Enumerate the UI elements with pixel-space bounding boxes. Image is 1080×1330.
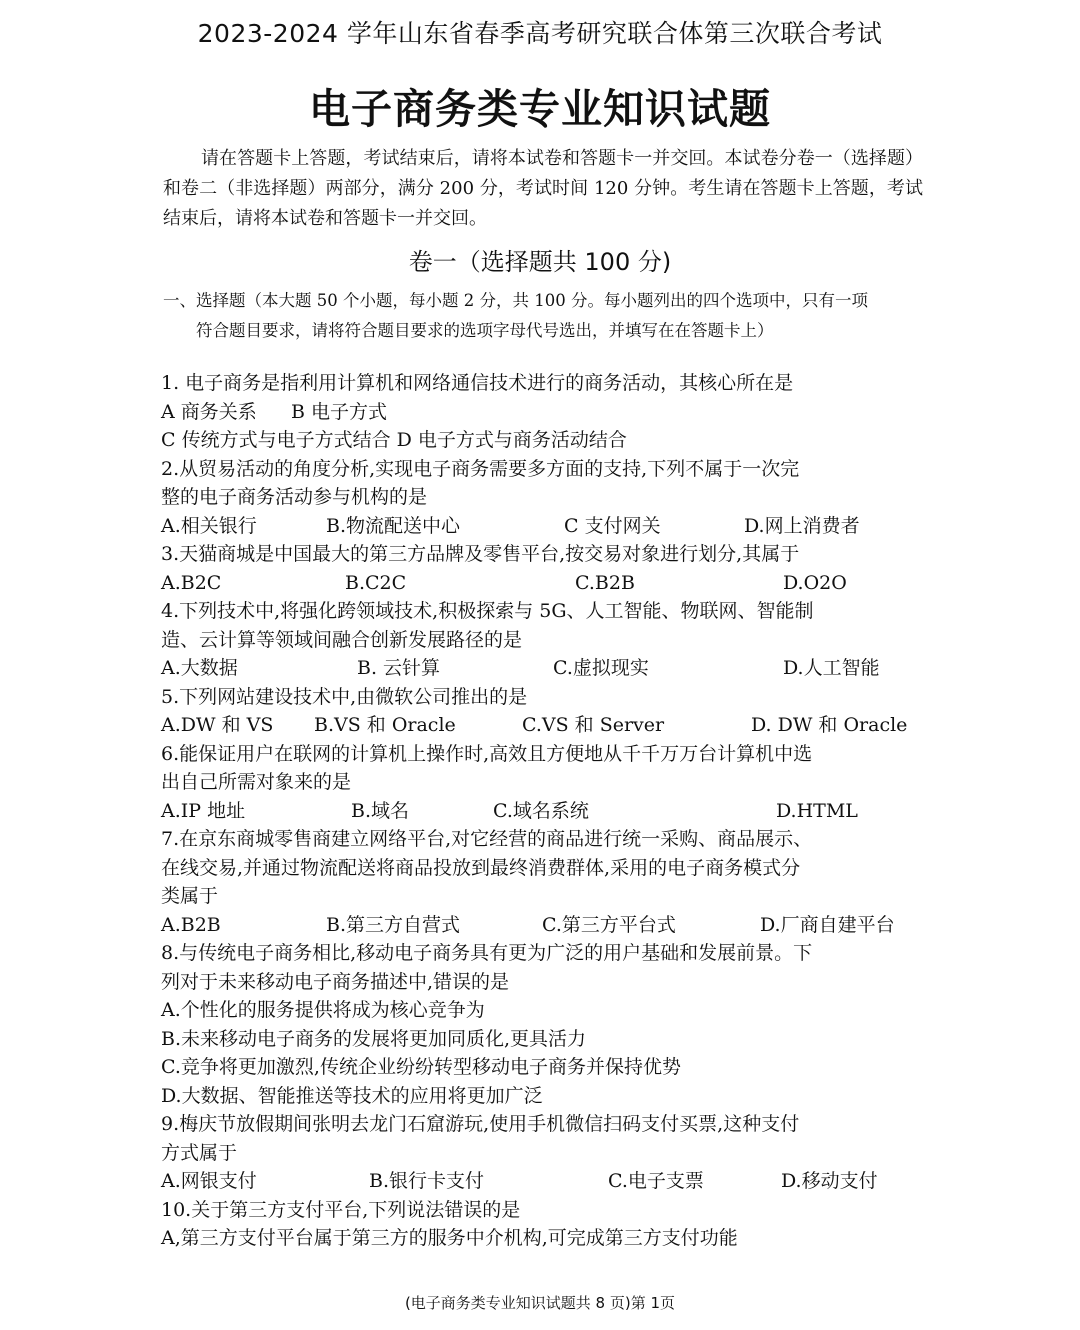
- question-stem-line: 出自己所需对象来的是: [161, 771, 352, 793]
- question-stem-line: 列对于未来移动电子商务描述中,错误的是: [161, 970, 510, 993]
- option: A 商务关系: [161, 400, 257, 423]
- question-8: [161, 939, 931, 1110]
- question-stem-line: 1. 电子商务是指利用计算机和网络通信技术进行的商务活动，其核心所在是: [161, 372, 794, 394]
- option: A.B2C: [161, 571, 222, 594]
- option: B. 云针算: [357, 657, 441, 679]
- option: A.大数据: [161, 657, 238, 679]
- question-stem-line: 8.与传统电子商务相比,移动电子商务具有更为广泛的用户基础和发展前景。下: [161, 942, 813, 964]
- instructions-line-2: 符合题目要求，请将符合题目要求的选项字母代号选出，并填写在在答题卡上）: [196, 321, 774, 340]
- question-9: [161, 1110, 931, 1196]
- option: C.虚拟现实: [553, 657, 649, 679]
- options-row: [161, 512, 931, 541]
- section-instructions: [163, 286, 923, 346]
- part-one-title: 卷一（选择题共 100 分): [408, 248, 672, 276]
- option: D.HTML: [776, 799, 858, 822]
- page-footer: (电子商务类专业知识试题共 8 页)第 1页: [404, 1294, 676, 1312]
- question-stem-line: 9.梅庆节放假期间张明去龙门石窟游玩,使用手机微信扫码支付买票,这种支付: [161, 1113, 800, 1135]
- question-stem-line: 7.在京东商城零售商建立网络平台,对它经营的商品进行统一采购、商品展示、: [161, 828, 813, 850]
- options-row: [161, 1025, 931, 1054]
- question-7: [161, 825, 931, 939]
- question-stem-line: 方式属于: [161, 1141, 238, 1164]
- option: B.物流配送中心: [326, 514, 461, 537]
- question-2: [161, 455, 931, 541]
- question-stem-line: 5.下列网站建设技术中,由微软公司推出的是: [161, 685, 528, 708]
- options-row: [161, 797, 931, 826]
- options-row: [161, 1053, 931, 1082]
- option: C 传统方式与电子方式结合 D 电子方式与商务活动结合: [161, 429, 627, 451]
- option: D.O2O: [783, 571, 847, 594]
- question-stem-line: 10.关于第三方支付平台,下列说法错误的是: [161, 1198, 521, 1221]
- instructions-line-1: 一、选择题（本大题 50 个小题，每小题 2 分，共 100 分。每小题列出的四个选项中，只有一项: [163, 291, 868, 310]
- question-stem-line: 3.天猫商城是中国最大的第三方品牌及零售平台,按交易对象进行划分,其属于: [161, 543, 800, 565]
- question-stem-line: 整的电子商务活动参与机构的是: [161, 486, 428, 508]
- question-6: [161, 740, 931, 826]
- option: C.域名系统: [493, 799, 589, 822]
- question-stem-line: 4.下列技术中,将强化跨领域技术,积极探索与 5G、人工智能、物联网、智能制: [161, 600, 814, 622]
- option: A.IP 地址: [161, 799, 246, 822]
- question-4: [161, 597, 931, 683]
- option: A.网银支付: [161, 1170, 257, 1192]
- option: C.第三方平台式: [542, 913, 676, 936]
- option: D.厂商自建平台: [760, 913, 895, 936]
- option: A.DW 和 VS: [161, 714, 274, 736]
- option: C.B2B: [575, 571, 635, 594]
- option: C.VS 和 Server: [522, 714, 665, 736]
- option: A.B2B: [161, 913, 221, 936]
- question-stem-line: 造、云计算等领域间融合创新发展路径的是: [161, 628, 523, 651]
- options-row: [161, 654, 931, 683]
- question-list: [161, 369, 931, 1253]
- options-row: [161, 711, 931, 740]
- question-5: [161, 683, 931, 740]
- option: B.VS 和 Oracle: [314, 714, 456, 736]
- option: D. DW 和 Oracle: [751, 714, 908, 736]
- exam-title: 电子商务类专业知识试题: [309, 85, 771, 133]
- exam-header: 2023-2024 学年山东省春季高考研究联合体第三次联合考试: [197, 19, 883, 48]
- option: B 电子方式: [291, 400, 388, 423]
- option: B.银行卡支付: [369, 1170, 485, 1192]
- option: A.相关银行: [161, 514, 257, 537]
- options-row: [161, 1224, 931, 1253]
- option: D.人工智能: [783, 657, 880, 679]
- option: D.大数据、智能推送等技术的应用将更加广泛: [161, 1084, 543, 1107]
- option: B.C2C: [345, 571, 407, 594]
- intro-paragraph: 请在答题卡上答题，考试结束后，请将本试卷和答题卡一并交回。本试卷分卷一（选择题）和卷二（非选择题）两部分，满分 200 分，考试时间 120 分钟。考生请在答题卡上答题，考试结束后，请将本试卷和答题卡一并交回。: [163, 148, 923, 229]
- question-stem-line: 6.能保证用户在联网的计算机上操作时,高效且方便地从千千万万台计算机中选: [161, 742, 813, 765]
- options-row: [161, 1167, 931, 1196]
- option: A.个性化的服务提供将成为核心竞争为: [161, 999, 485, 1021]
- option: D.移动支付: [781, 1170, 878, 1192]
- question-10: [161, 1196, 931, 1253]
- options-row: [161, 569, 931, 598]
- option: B.域名: [351, 799, 410, 822]
- options-row: [161, 996, 931, 1025]
- options-row: [161, 398, 931, 427]
- option: A,第三方支付平台属于第三方的服务中介机构,可完成第三方支付功能: [161, 1227, 738, 1249]
- question-stem-line: 在线交易,并通过物流配送将商品投放到最终消费群体,采用的电子商务模式分: [161, 856, 801, 879]
- option: C 支付网关: [564, 514, 661, 537]
- options-row: [161, 426, 931, 455]
- question-stem-line: 类属于: [161, 885, 219, 907]
- question-3: [161, 540, 931, 597]
- option: C.竞争将更加激烈,传统企业纷纷转型移动电子商务并保持优势: [161, 1056, 681, 1078]
- option: B.第三方自营式: [326, 913, 461, 936]
- question-1: [161, 369, 931, 455]
- option: C.电子支票: [608, 1170, 704, 1192]
- option: D.网上消费者: [744, 514, 860, 537]
- question-stem-line: 2.从贸易活动的角度分析,实现电子商务需要多方面的支持,下列不属于一次完: [161, 457, 800, 480]
- option: B.未来移动电子商务的发展将更加同质化,更具活力: [161, 1027, 587, 1050]
- options-row: [161, 911, 931, 940]
- options-row: [161, 1082, 931, 1111]
